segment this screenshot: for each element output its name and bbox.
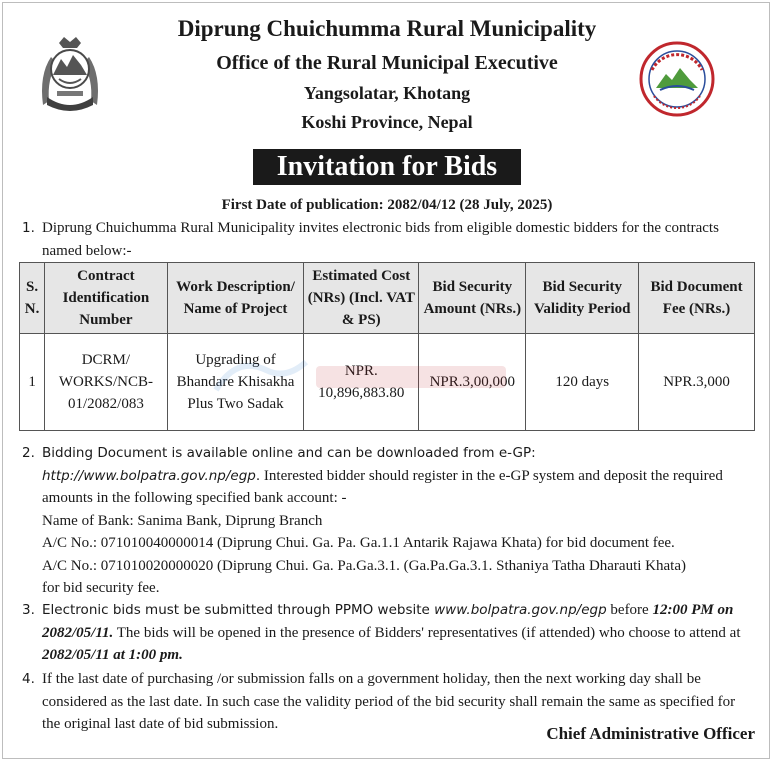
col-contract-id: Contract Identification Number	[45, 263, 168, 334]
col-sn: S. N.	[20, 263, 45, 334]
col-security: Bid Security Amount (NRs.)	[419, 263, 526, 334]
cell-contract-id: DCRM/ WORKS/NCB-01/2082/083	[45, 334, 168, 431]
clause-lead: Electronic bids must be submitted through PPMO website	[42, 602, 435, 618]
cell-fee: NPR.3,000	[639, 334, 755, 431]
account-doc-fee: A/C No.: 071010040000014 (Diprung Chui. Ga. Pa. Ga.1.1 Antarik Rajawa Khata) for bid document fee.	[42, 535, 675, 551]
cell-work: Upgrading of Bhandare Khisakha Plus Two Sadak	[167, 334, 304, 431]
clause-body: The bids will be opened in the presence of Bidders' representatives (if attended) who choose to attend at	[113, 624, 741, 641]
col-validity: Bid Security Validity Period	[526, 263, 639, 334]
cell-security: NPR.3,00,000	[419, 334, 526, 431]
col-fee: Bid Document Fee (NRs.)	[639, 263, 755, 334]
cell-cost: NPR. 10,896,883.80	[304, 334, 419, 431]
clause-body: Interested bidder should register in the e-GP system and deposit the required amounts in the following specified bank account: -	[42, 467, 723, 506]
nepal-emblem-icon	[37, 35, 103, 113]
account-security-end: for bid security fee.	[42, 580, 160, 596]
table-header-row	[20, 263, 755, 334]
clause-number: 4.	[22, 671, 35, 687]
table-row	[20, 334, 755, 431]
province: Koshi Province, Nepal	[301, 112, 473, 132]
bids-table	[19, 262, 755, 431]
bank-name: Name of Bank: Sanima Bank, Diprung Branch	[42, 512, 323, 529]
cell-validity: 120 days	[526, 334, 639, 431]
col-cost: Estimated Cost (NRs) (Incl. VAT & PS)	[304, 263, 419, 334]
account-security: A/C No.: 071010020000020 (Diprung Chui. Ga. Pa.Ga.3.1. (Ga.Pa.Ga.3.1. Sthaniya Tatha Dharauti Khata)	[42, 557, 686, 574]
office-name: Office of the Rural Municipal Executive	[216, 52, 558, 74]
publication-date: First Date of publication: 2082/04/12 (28 July, 2025)	[221, 197, 553, 213]
clause-text: If the last date of purchasing /or submission falls on a government holiday, then the next working day shall be considered as the last date. In such case the validity period of the bid security shall remain the same as specified for the original last date of bid submission.	[42, 671, 736, 732]
clause-number: 1.	[22, 220, 35, 236]
clause-text	[42, 442, 756, 600]
clause-end: .	[255, 467, 261, 484]
clause-lead: Bidding Document is available online and can be downloaded from e-GP:	[42, 445, 536, 461]
clause-number: 2.	[22, 445, 35, 461]
clause-text: Diprung Chuichumma Rural Municipality invites electronic bids from eligible domestic bidders for the contracts named below:-	[42, 220, 719, 259]
ppmo-link[interactable]: www.bolpatra.gov.np/egp	[434, 602, 607, 618]
submission-deadline: 12:00 PM on 2082/05/11.	[42, 602, 734, 641]
clause-text	[42, 599, 756, 667]
cell-sn: 1	[20, 334, 45, 431]
municipality-name: Diprung Chuichumma Rural Municipality	[177, 16, 597, 41]
office-location: Yangsolatar, Khotang	[303, 83, 471, 103]
signatory-title: Chief Administrative Officer	[546, 724, 755, 743]
col-work: Work Description/ Name of Project	[167, 263, 304, 334]
clause-mid: before	[606, 602, 653, 618]
opening-time: 2082/05/11 at 1:00 pm.	[42, 647, 183, 663]
egp-link[interactable]: http://www.bolpatra.gov.np/egp	[42, 467, 256, 484]
notice-title: Invitation for Bids	[253, 149, 521, 185]
clause-number: 3.	[22, 602, 35, 618]
